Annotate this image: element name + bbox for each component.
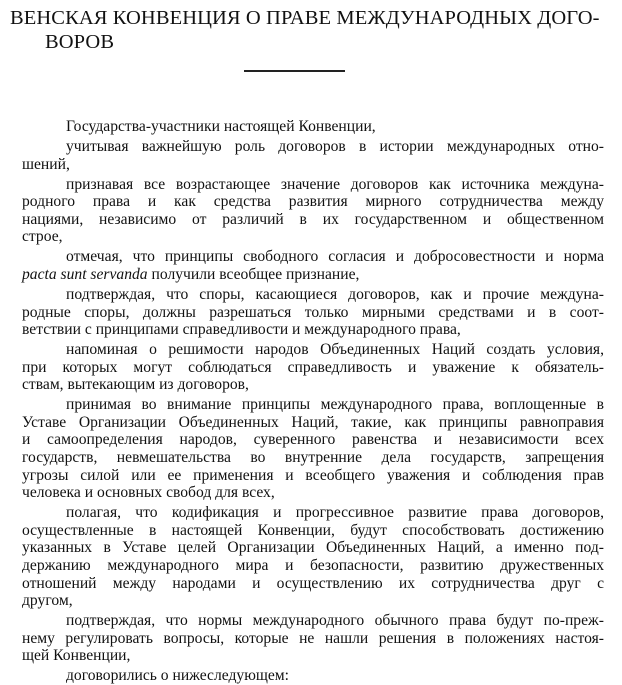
- latin-term: pacta sunt servanda: [22, 265, 148, 283]
- text-line: указанных в Уставе целей Организации Объединенных Наций, а именно под-: [22, 539, 604, 557]
- preamble-paragraph: [22, 248, 604, 283]
- text-line: подтверждая, что споры, касающиеся договоров, как и прочие междуна-: [66, 285, 604, 303]
- text-line: Государства-участники настоящей Конвенции,: [66, 118, 376, 135]
- preamble-paragraph: [22, 341, 604, 394]
- text-line: другом,: [22, 592, 73, 610]
- title-line-2: ВОРОВ: [45, 31, 115, 53]
- text-line: отношений между народами и осуществлению их сотрудничества друг с: [22, 574, 604, 592]
- preamble-paragraph: [22, 667, 604, 685]
- text-line: полагая, что кодификация и прогрессивное развитие права договоров,: [66, 504, 604, 522]
- text-line: нациями, независимо от различий в их государственном и общественном: [22, 210, 604, 228]
- text-line: государств, невмешательства во внутренние дела государств, запрещения: [22, 449, 604, 467]
- text-line: строе,: [22, 228, 63, 246]
- text-line: осуществленные в настоящей Конвенции, будут способствовать достижению: [22, 521, 604, 539]
- preamble-paragraph: [22, 286, 604, 339]
- text-line: Уставе Организации Объединенных Наций, такие, как принципы равноправия: [22, 413, 604, 431]
- text-line: отмечая, что принципы свободного согласия и добросовестности и норма: [66, 248, 604, 266]
- preamble-paragraph: [22, 118, 604, 136]
- text-line: шений,: [22, 155, 70, 173]
- preamble-body: [22, 118, 604, 685]
- preamble-paragraph: [22, 504, 604, 610]
- preamble-paragraph: [22, 396, 604, 502]
- title-divider: [244, 70, 345, 72]
- text-line: при которых могут соблюдаться справедливость и уважение к обязатель-: [22, 358, 604, 376]
- text-line: щей Конвенции,: [22, 647, 131, 665]
- text-line: учитывая важнейшую роль договоров в истории международных отно-: [66, 137, 604, 155]
- text-line: угрозы силой или ее применения и всеобщего уважения и соблюдения прав: [22, 466, 604, 484]
- text-line: и самоопределения народов, суверенного равенства и независимости всех: [22, 431, 604, 449]
- text-line: нему регулировать вопросы, которые не нашли решения в положениях настоя-: [22, 629, 604, 647]
- text-line: напоминая о решимости народов Объединенных Наций создать условия,: [66, 341, 604, 359]
- text-line: ствам, вытекающим из договоров,: [22, 376, 249, 394]
- text-line: держанию международного мира и безопасности, развитию дружественных: [22, 556, 604, 574]
- preamble-paragraph: [22, 612, 604, 665]
- document-title: [10, 6, 610, 54]
- text-line: человека и основных свобод для всех,: [22, 484, 275, 502]
- text-line: подтверждая, что нормы международного обычного права будут по-преж-: [66, 612, 604, 630]
- preamble-paragraph: [22, 138, 604, 173]
- title-line-1: ВЕНСКАЯ КОНВЕНЦИЯ О ПРАВЕ МЕЖДУНАРОДНЫХ ДОГО-: [10, 7, 600, 29]
- text-line: ветствии с принципами справедливости и международного права,: [22, 321, 461, 339]
- preamble-paragraph: [22, 176, 604, 246]
- text-line: принимая во внимание принципы международного права, воплощенные в: [66, 396, 604, 414]
- text-line: pacta sunt servanda получили всеобщее признание,: [22, 265, 360, 283]
- text-line: договорились о нижеследующем:: [66, 667, 289, 685]
- text-line: родные споры, должны разрешаться только мирными средствами и в соот-: [22, 303, 604, 321]
- text-line: родного права и как средства развития мирного сотрудничества между: [22, 193, 604, 211]
- text-line: признавая все возрастающее значение договоров как источника междуна-: [66, 175, 604, 193]
